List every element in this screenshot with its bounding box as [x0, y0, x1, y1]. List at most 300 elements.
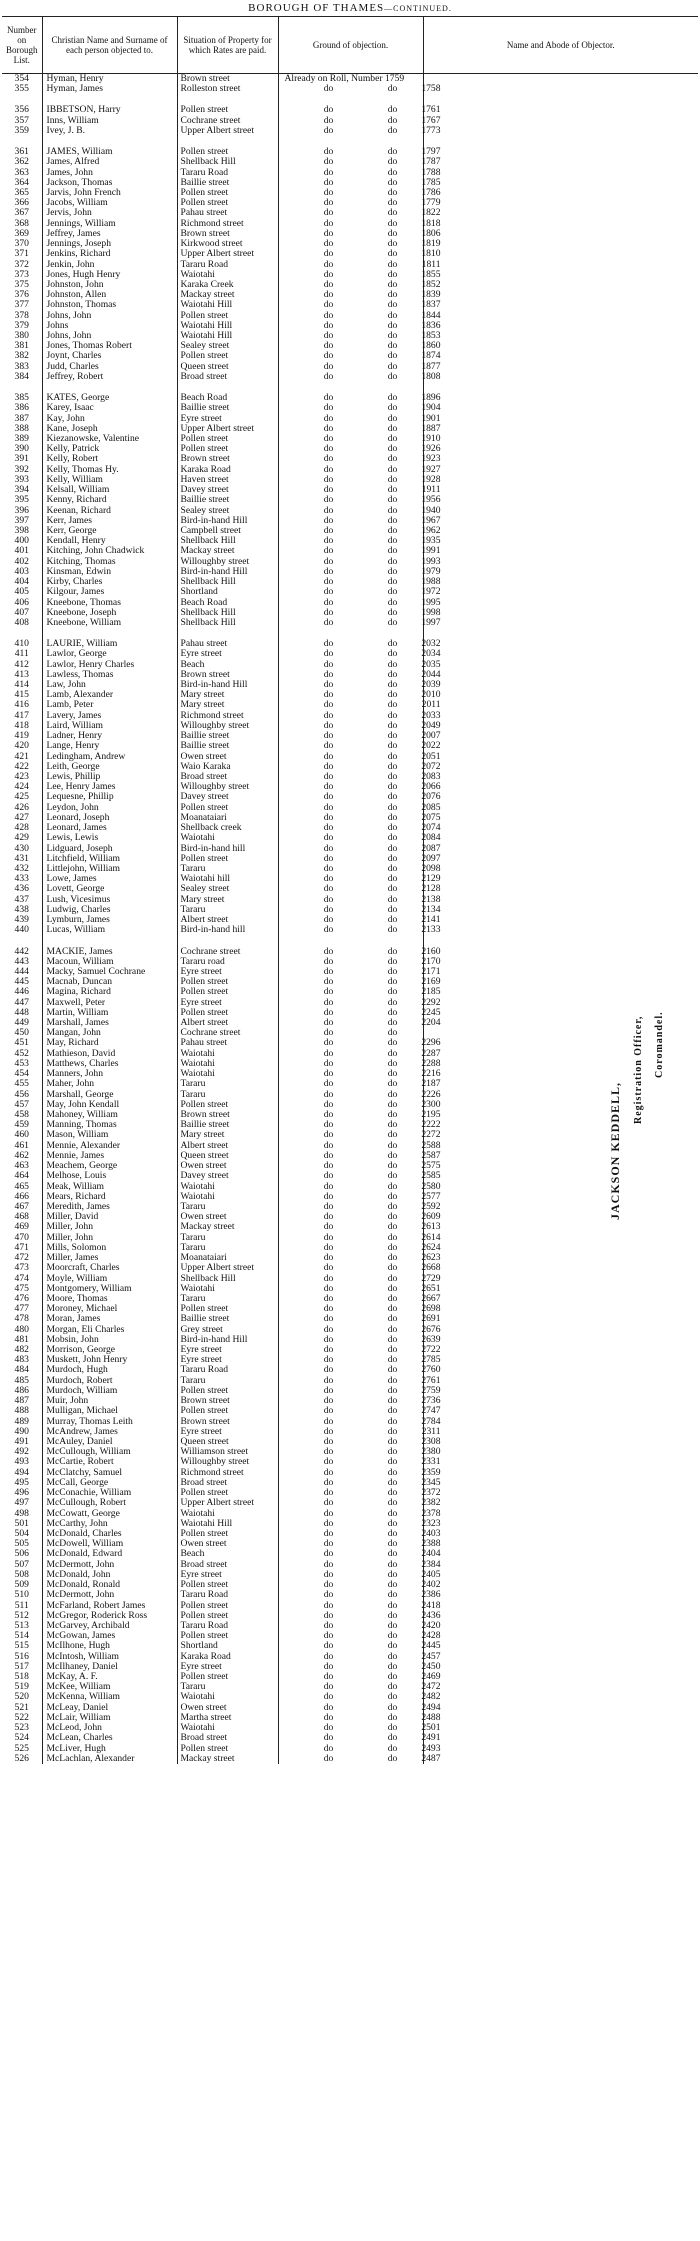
table-row [2, 1386, 698, 1396]
objection-ground [278, 873, 441, 885]
property-location: Broad street [177, 772, 278, 782]
person-name: Mulligan, Michael [42, 1406, 177, 1416]
borough-number: 371 [14, 248, 29, 260]
person-name: McCall, George [42, 1478, 177, 1488]
objector-cell [423, 895, 698, 905]
ditto-mark: do [323, 955, 334, 967]
borough-number: 386 [14, 402, 29, 414]
objector-cell [423, 126, 698, 136]
ditto-mark: do [387, 1313, 398, 1325]
table-row [2, 526, 698, 536]
objector-cell [423, 1141, 698, 1151]
ditto-mark: do [323, 1160, 334, 1172]
roll-number: 2323 [421, 1517, 441, 1529]
table-row [2, 690, 698, 700]
objector-cell [423, 526, 698, 536]
ditto-mark: do [387, 1129, 398, 1141]
spacer-cell [423, 382, 698, 393]
objector-cell [423, 823, 698, 833]
objector-cell [423, 536, 698, 546]
borough-number: 363 [14, 166, 29, 178]
roll-number: 2010 [421, 689, 441, 701]
ditto-mark: do [387, 309, 398, 321]
objection-ground [278, 545, 441, 557]
person-name: McIlhone, Hugh [42, 1641, 177, 1651]
ditto-mark: do [323, 83, 334, 95]
ditto-mark: do [387, 124, 398, 136]
objection-ground [278, 1466, 441, 1478]
objection-ground [278, 74, 423, 85]
objection-ground [278, 1650, 441, 1662]
property-location: Kirkwood street [177, 239, 278, 249]
table-row [2, 1171, 698, 1181]
property-location: Pollen street [177, 1601, 278, 1611]
roll-number: 2577 [421, 1190, 441, 1202]
table-row [2, 1141, 698, 1151]
person-name: Johns, John [42, 311, 177, 321]
person-name: McDonald, Charles [42, 1529, 177, 1539]
person-name: Maxwell, Peter [42, 998, 177, 1008]
ditto-mark: do [323, 1568, 334, 1580]
table-row [2, 444, 698, 454]
borough-number: 373 [14, 268, 29, 280]
ditto-mark: do [387, 258, 398, 270]
property-location: Pollen street [177, 987, 278, 997]
ditto-mark: do [387, 616, 398, 628]
ditto-mark: do [323, 1149, 334, 1161]
objector-cell [423, 546, 698, 556]
ditto-mark: do [387, 638, 398, 650]
ditto-mark: do [387, 1487, 398, 1499]
borough-number: 455 [14, 1078, 29, 1090]
borough-number: 489 [14, 1415, 29, 1427]
property-location: Broad street [177, 1560, 278, 1570]
ditto-mark: do [387, 402, 398, 414]
objector-cell [423, 454, 698, 464]
table-row [2, 864, 698, 874]
person-name: Jackson, Thomas [42, 178, 177, 188]
property-location: Moanataiari [177, 1253, 278, 1263]
table-row [2, 618, 698, 628]
objector-cell [423, 844, 698, 854]
roll-number: 2420 [421, 1619, 441, 1631]
ditto-mark: do [387, 330, 398, 342]
roll-number: 1997 [421, 616, 441, 628]
ditto-mark: do [323, 1415, 334, 1427]
objection-ground [278, 1211, 441, 1223]
ditto-mark: do [387, 217, 398, 229]
table-row [2, 874, 698, 884]
borough-number: 377 [14, 299, 29, 311]
objection-ground [278, 176, 441, 188]
ditto-mark: do [387, 1742, 398, 1754]
property-location: Tararu [177, 1376, 278, 1386]
borough-number: 494 [14, 1466, 29, 1478]
ditto-mark: do [387, 278, 398, 290]
objector-cell [423, 587, 698, 597]
borough-number: 485 [14, 1374, 29, 1386]
ditto-mark: do [323, 1395, 334, 1407]
ditto-mark: do [387, 586, 398, 598]
objection-ground [278, 750, 441, 762]
person-name: Lucas, William [42, 925, 177, 935]
person-name: Mangan, John [42, 1028, 177, 1038]
property-location: Pollen street [177, 1304, 278, 1314]
borough-number: 427 [14, 811, 29, 823]
objection-ground [278, 852, 441, 864]
roll-number: 1991 [421, 545, 441, 557]
table-row [2, 270, 698, 280]
ditto-mark: do [387, 791, 398, 803]
objection-ground [278, 1252, 441, 1264]
property-location: Baillie street [177, 178, 278, 188]
col-property: Situation of Property for which Rates are paid. [177, 17, 278, 74]
person-name: McIlhaney, Daniel [42, 1662, 177, 1672]
person-name: McLair, William [42, 1713, 177, 1723]
ditto-mark: do [323, 1456, 334, 1468]
objection-ground [278, 1732, 441, 1744]
objection-ground [278, 1487, 441, 1499]
table-row [2, 587, 698, 597]
roll-number: 2076 [421, 791, 441, 803]
objection-ground [278, 1671, 441, 1683]
spacer-cell [278, 382, 423, 393]
roll-number: 2288 [421, 1057, 441, 1069]
objector-cell [423, 680, 698, 690]
property-location: Owen street [177, 1212, 278, 1222]
objection-ground [278, 1681, 441, 1693]
table-row [2, 321, 698, 331]
objector-cell [423, 1284, 698, 1294]
roll-number: 2588 [421, 1139, 441, 1151]
roll-number: 2380 [421, 1446, 441, 1458]
roll-number: 2359 [421, 1466, 441, 1478]
objector-cell [423, 670, 698, 680]
objection-ground [278, 771, 441, 782]
borough-number: 491 [14, 1436, 29, 1447]
roll-number: 2388 [421, 1538, 441, 1550]
objector-cell [423, 618, 698, 628]
person-name: McKay, A. F. [42, 1672, 177, 1682]
roll-number: 2469 [421, 1671, 441, 1683]
objector-cell [423, 393, 698, 403]
property-location: Mackay street [177, 290, 278, 300]
property-location: Waiotahi [177, 1509, 278, 1519]
person-name: Kilgour, James [42, 587, 177, 597]
ditto-mark: do [387, 166, 398, 178]
ditto-mark: do [387, 535, 398, 547]
objector-cell [423, 957, 698, 967]
ditto-mark: do [387, 1272, 398, 1284]
person-name: Magina, Richard [42, 987, 177, 997]
property-location: Mackay street [177, 1754, 278, 1764]
ditto-mark: do [323, 996, 334, 1008]
borough-number: 414 [14, 679, 29, 691]
objection-ground [278, 412, 441, 424]
ditto-mark: do [387, 370, 398, 382]
ditto-mark: do [323, 392, 334, 404]
objector-cell [423, 977, 698, 987]
objection-ground [278, 473, 441, 485]
person-name: Ivey, J. B. [42, 126, 177, 136]
ditto-mark: do [323, 986, 334, 998]
ditto-mark: do [323, 289, 334, 301]
property-location: Eyre street [177, 649, 278, 659]
objection-ground [278, 811, 441, 823]
objection-ground [278, 1344, 441, 1356]
ditto-mark: do [323, 648, 334, 660]
ditto-mark: do [323, 893, 334, 905]
person-name: Mennie, James [42, 1151, 177, 1161]
ditto-mark: do [387, 473, 398, 485]
person-name: Ledingham, Andrew [42, 752, 177, 762]
person-name: Jennings, William [42, 219, 177, 229]
spacer-cell [423, 936, 698, 947]
person-name: Lavery, James [42, 711, 177, 721]
ditto-mark: do [387, 893, 398, 905]
roll-number: 2129 [421, 873, 441, 885]
person-name: Mathieson, David [42, 1049, 177, 1059]
spacer-cell [42, 936, 177, 947]
property-location: Williamson street [177, 1447, 278, 1457]
ditto-mark: do [387, 83, 398, 95]
objector-cell [423, 1662, 698, 1672]
objection-ground [278, 791, 441, 803]
ditto-mark: do [323, 535, 334, 547]
borough-number: 475 [14, 1282, 29, 1294]
ditto-mark: do [323, 1292, 334, 1304]
property-location: Tararu Road [177, 1590, 278, 1600]
ditto-mark: do [323, 146, 334, 158]
ditto-mark: do [387, 1752, 398, 1764]
objection-ground [278, 883, 441, 895]
borough-number: 482 [14, 1344, 29, 1356]
objector-cell [423, 229, 698, 239]
spacer-cell [423, 136, 698, 147]
person-name: Jacobs, William [42, 198, 177, 208]
roll-number: 2287 [421, 1047, 441, 1059]
person-name: McGarvey, Archibald [42, 1621, 177, 1631]
ditto-mark: do [387, 1466, 398, 1478]
objector-cell [423, 1570, 698, 1580]
property-location: Shellback Hill [177, 618, 278, 628]
objector-cell [423, 1365, 698, 1375]
person-name: Jenkin, John [42, 260, 177, 270]
roll-number: 2098 [421, 862, 441, 874]
person-name: Lee, Henry James [42, 782, 177, 792]
objection-ground [278, 924, 441, 936]
ditto-mark: do [387, 514, 398, 526]
ditto-mark: do [323, 1589, 334, 1601]
objection-ground [278, 1119, 441, 1131]
ditto-mark: do [387, 1384, 398, 1396]
property-location: Owen street [177, 1703, 278, 1713]
ditto-mark: do [323, 1436, 334, 1447]
borough-number: 445 [14, 976, 29, 988]
ditto-mark: do [387, 1323, 398, 1335]
borough-number: 516 [14, 1650, 29, 1662]
table-row [2, 1325, 698, 1335]
objector-cell [423, 208, 698, 218]
borough-number: 396 [14, 504, 29, 516]
roll-number: 2614 [421, 1231, 441, 1243]
ditto-mark: do [323, 832, 334, 844]
ditto-mark: do [323, 484, 334, 496]
person-name: Mills, Solomon [42, 1243, 177, 1253]
objection-ground [278, 422, 441, 434]
ditto-mark: do [323, 1558, 334, 1570]
objector-cell [423, 300, 698, 310]
ditto-mark: do [387, 1405, 398, 1417]
table-row [2, 84, 698, 94]
objector-cell [423, 1314, 698, 1324]
person-name: Kiezanowske, Valentine [42, 434, 177, 444]
person-name: Litchfield, William [42, 854, 177, 864]
roll-number: 2187 [421, 1078, 441, 1090]
person-name: McLiver, Hugh [42, 1744, 177, 1754]
person-name: McDermott, John [42, 1560, 177, 1570]
spacer-cell [2, 936, 42, 947]
ditto-mark: do [323, 976, 334, 988]
objector-cell [423, 1682, 698, 1692]
objection-ground [278, 1701, 441, 1713]
objector-cell [423, 1468, 698, 1478]
objector-cell [423, 925, 698, 935]
person-name: Morrison, George [42, 1345, 177, 1355]
property-location: Mackay street [177, 546, 278, 556]
objector-cell [423, 1233, 698, 1243]
ditto-mark: do [323, 771, 334, 782]
borough-number: 497 [14, 1497, 29, 1509]
ditto-mark: do [323, 965, 334, 977]
person-name: Maher, John [42, 1079, 177, 1089]
roll-number: 1788 [421, 166, 441, 178]
ditto-mark: do [387, 1722, 398, 1734]
property-location: Pollen street [177, 1672, 278, 1682]
objection-ground [278, 299, 441, 311]
roll-number: 2311 [421, 1425, 441, 1437]
person-name: Kinsman, Edwin [42, 567, 177, 577]
person-name: Lawlor, Henry Charles [42, 660, 177, 670]
borough-number: 466 [14, 1190, 29, 1202]
person-name: Kelly, Thomas Hy. [42, 465, 177, 475]
ditto-mark: do [387, 996, 398, 1008]
objector-cell [423, 485, 698, 495]
roll-number: 1837 [421, 299, 441, 311]
borough-number: 508 [14, 1568, 29, 1580]
person-name: Meachem, George [42, 1161, 177, 1171]
ditto-mark: do [323, 197, 334, 209]
person-name: Murdoch, William [42, 1386, 177, 1396]
ditto-mark: do [323, 1660, 334, 1672]
table-row [2, 249, 698, 259]
borough-number: 395 [14, 494, 29, 506]
ditto-mark: do [323, 924, 334, 936]
borough-number: 496 [14, 1487, 29, 1499]
objection-ground [278, 945, 441, 957]
objection-ground [278, 1282, 441, 1294]
borough-number: 388 [14, 422, 29, 434]
borough-number: 437 [14, 893, 29, 905]
property-location: Shellback Hill [177, 1274, 278, 1284]
objector-cell [423, 1212, 698, 1222]
ditto-mark: do [323, 616, 334, 628]
objector-cell [423, 772, 698, 782]
borough-number: 492 [14, 1446, 29, 1458]
objection-ground [278, 1354, 441, 1366]
property-location: Owen street [177, 1539, 278, 1549]
roll-number: 2785 [421, 1354, 441, 1366]
ditto-mark: do [387, 771, 398, 782]
objection-ground [278, 319, 441, 331]
objector-cell [423, 168, 698, 178]
roll-number: 2204 [421, 1017, 441, 1029]
ditto-mark: do [387, 504, 398, 516]
person-name: Hyman, James [42, 84, 177, 94]
person-name: Kitching, Thomas [42, 557, 177, 567]
borough-number: 486 [14, 1384, 29, 1396]
table-row [2, 280, 698, 290]
table-body [2, 74, 698, 1765]
objection-ground [278, 1078, 441, 1090]
objection-ground [278, 197, 441, 209]
objection-ground [278, 114, 441, 126]
ditto-mark: do [387, 699, 398, 711]
objector-cell [423, 1335, 698, 1345]
property-location: Karaka Road [177, 465, 278, 475]
property-location: Tararu [177, 864, 278, 874]
objector-cell [423, 998, 698, 1008]
objector-cell [423, 1611, 698, 1621]
borough-number: 512 [14, 1609, 29, 1621]
objection-ground [278, 740, 441, 752]
objection-ground [278, 565, 441, 577]
property-location: Pollen street [177, 977, 278, 987]
ditto-mark: do [323, 309, 334, 321]
borough-number: 449 [14, 1017, 29, 1029]
person-name: Melhose, Louis [42, 1171, 177, 1181]
borough-number: 511 [14, 1599, 29, 1611]
objection-ground [278, 268, 441, 280]
ditto-mark: do [323, 699, 334, 711]
table-row [2, 1018, 698, 1028]
table-row [2, 1713, 698, 1723]
ditto-mark: do [323, 1057, 334, 1069]
objection-ground [278, 1303, 441, 1315]
ditto-mark: do [387, 1098, 398, 1110]
ditto-mark: do [323, 781, 334, 793]
ditto-mark: do [323, 1078, 334, 1090]
borough-number: 417 [14, 709, 29, 721]
objection-ground [278, 1129, 441, 1141]
roll-number: 1855 [421, 268, 441, 280]
roll-number: 1988 [421, 576, 441, 588]
borough-number: 468 [14, 1211, 29, 1223]
roll-number: 1935 [421, 535, 441, 547]
roll-number: 2501 [421, 1722, 441, 1734]
table-row [2, 393, 698, 403]
table-row [2, 711, 698, 721]
objector-cell [423, 1601, 698, 1611]
table-row [2, 1212, 698, 1222]
ditto-mark: do [323, 1650, 334, 1662]
ditto-mark: do [387, 340, 398, 352]
ditto-mark: do [323, 852, 334, 864]
objection-ground [278, 719, 441, 731]
objector-cell [423, 1406, 698, 1416]
objection-ground [278, 1619, 441, 1631]
ditto-mark: do [387, 227, 398, 239]
